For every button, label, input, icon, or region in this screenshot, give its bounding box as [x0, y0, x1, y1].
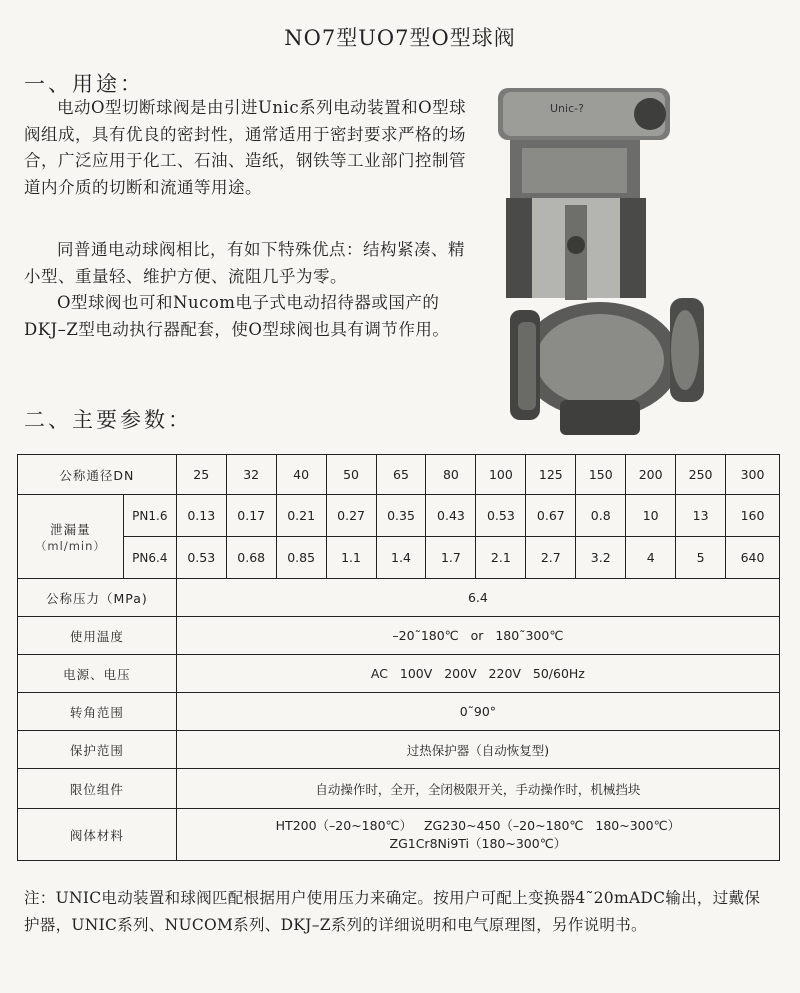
dn-cell: 125 [526, 455, 576, 495]
leak-cell: 0.17 [226, 495, 276, 537]
leak-cell: 4 [626, 537, 676, 579]
leak-unit: （ml/min） [34, 538, 106, 553]
pn16-label: PN1.6 [123, 495, 176, 537]
row-label: 保护范围 [18, 731, 177, 769]
leak-cell: 640 [726, 537, 780, 579]
leak-cell: 1.4 [376, 537, 426, 579]
dn-cell: 25 [176, 455, 226, 495]
row-label: 转角范围 [18, 693, 177, 731]
section2-heading: 二、主要参数： [24, 408, 192, 432]
dn-cell: 150 [576, 455, 626, 495]
leak-cell: 3.2 [576, 537, 626, 579]
leak-cell: 0.67 [526, 495, 576, 537]
dn-cell: 32 [226, 455, 276, 495]
dn-cell: 250 [676, 455, 726, 495]
temperature-row [18, 617, 780, 655]
material-value [176, 809, 779, 861]
leak-cell: 0.27 [326, 495, 376, 537]
row-value: 0˜90° [176, 693, 779, 731]
pn64-label: PN6.4 [123, 537, 176, 579]
pn16-row [18, 495, 780, 537]
leak-cell: 0.21 [276, 495, 326, 537]
leak-cell: 2.7 [526, 537, 576, 579]
material-row [18, 809, 780, 861]
pn64-row [18, 537, 780, 579]
page-title: NO7型UO7型O型球阀 [284, 26, 516, 50]
leak-cell: 1.7 [426, 537, 476, 579]
dn-cell: 80 [426, 455, 476, 495]
material-label: 阀体材料 [18, 809, 177, 861]
row-label: 限位组件 [18, 769, 177, 809]
spec-table [17, 454, 780, 861]
material-line-1: HT200（–20~180℃） ZG230~450（–20~180℃ 180~300℃） [275, 817, 681, 833]
leak-cell: 0.85 [276, 537, 326, 579]
usage-paragraph-1: 电动O型切断球阀是由引进Unic系列电动装置和O型球阀组成，具有优良的密封性，通常适用于密封要求严格的场合，广泛应用于化工、石油、造纸，钢铁等工业部门控制管道内介质的切断和流通等用途。 [24, 98, 467, 197]
leak-cell: 0.68 [226, 537, 276, 579]
dn-row [18, 455, 780, 495]
dn-cell: 300 [726, 455, 780, 495]
leak-cell: 0.53 [476, 495, 526, 537]
leak-cell: 13 [676, 495, 726, 537]
footnote: 注：UNIC电动装置和球阀匹配根据用户使用压力来确定。按用户可配上变换器4˜20mADC输出，过戴保护器，UNIC系列、NUCOM系列、DKJ–Z系列的详细说明和电气原理图，另作说明书。 [24, 889, 761, 934]
power-row [18, 655, 780, 693]
material-line-2: ZG1Cr8Ni9Ti（180~300℃） [389, 835, 567, 851]
dn-cell: 100 [476, 455, 526, 495]
leak-cell: 0.35 [376, 495, 426, 537]
valve-photo [470, 70, 720, 450]
row-value: 自动操作时，全开，全闭极限开关，手动操作时，机械挡块 [176, 769, 779, 809]
row-value: 过热保护器（自动恢复型) [176, 731, 779, 769]
row-label: 电源、电压 [18, 655, 177, 693]
row-value: 6.4 [176, 579, 779, 617]
leak-cell: 10 [626, 495, 676, 537]
leak-cell: 0.53 [176, 537, 226, 579]
usage-paragraph-3: O型球阀也可和Nucom电子式电动招待器或国产的DKJ–Z型电动执行器配套，使O型球阀也具有调节作用。 [24, 293, 450, 339]
limit-row [18, 769, 780, 809]
pressure-row [18, 579, 780, 617]
leak-label-cell [18, 495, 124, 579]
row-label: 公称压力（MPa) [18, 579, 177, 617]
dn-cell: 65 [376, 455, 426, 495]
row-value: –20˜180℃ or 180˜300℃ [176, 617, 779, 655]
protection-row [18, 731, 780, 769]
section1-heading: 一、用途： [24, 72, 144, 96]
leak-cell: 5 [676, 537, 726, 579]
leak-cell: 1.1 [326, 537, 376, 579]
dn-cell: 40 [276, 455, 326, 495]
usage-paragraph-2: 同普通电动球阀相比，有如下特殊优点：结构紧凑、精小型、重量轻、维护方便、流阻几乎为零。 [24, 240, 465, 286]
dn-label: 公称通径DN [18, 455, 177, 495]
row-value: AC 100V 200V 220V 50/60Hz [176, 655, 779, 693]
leak-cell: 160 [726, 495, 780, 537]
leak-cell: 0.43 [426, 495, 476, 537]
leak-cell: 0.8 [576, 495, 626, 537]
dn-cell: 50 [326, 455, 376, 495]
dn-cell: 200 [626, 455, 676, 495]
actuator-label: Unic-? [550, 102, 584, 115]
leak-label: 泄漏量 [50, 521, 91, 537]
leak-cell: 0.13 [176, 495, 226, 537]
leak-cell: 2.1 [476, 537, 526, 579]
rotation-row [18, 693, 780, 731]
row-label: 使用温度 [18, 617, 177, 655]
